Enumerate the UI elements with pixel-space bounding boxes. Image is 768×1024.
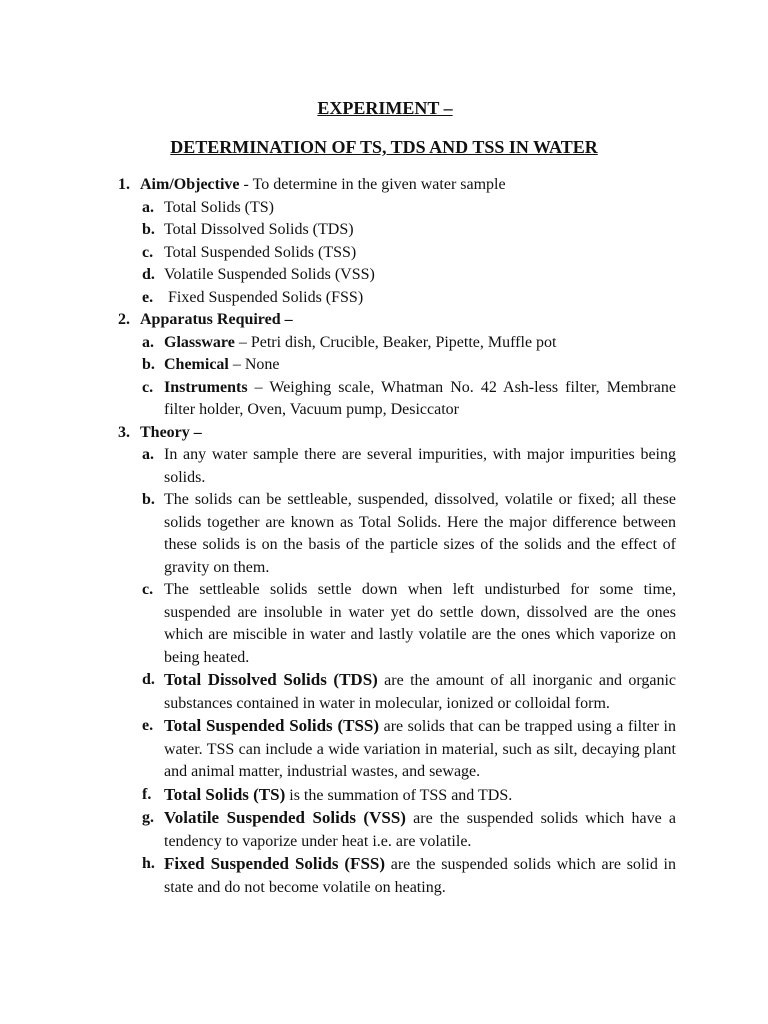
experiment-heading: EXPERIMENT – bbox=[317, 98, 453, 118]
aim-list bbox=[118, 197, 676, 310]
section-number: 3. bbox=[118, 423, 130, 441]
item-text: are the suspended solids which are solid in state and do not become volatile on heating. bbox=[164, 856, 676, 896]
list-item bbox=[118, 219, 676, 242]
item-term: Fixed Suspended Solids (FSS) bbox=[164, 854, 386, 873]
list-item bbox=[118, 377, 676, 422]
list-item bbox=[118, 807, 676, 853]
item-term: Glassware bbox=[164, 333, 235, 351]
item-text: Fixed Suspended Solids (FSS) bbox=[164, 288, 364, 306]
item-letter: b. bbox=[142, 491, 155, 508]
list-item bbox=[118, 715, 676, 784]
item-letter: g. bbox=[142, 809, 154, 826]
item-text: The solids can be settleable, suspended, dissolved, volatile or fixed; all these solids together are known as Total Solids. Here the major difference between these solids is on the basis of the particle sizes of the solids and the effect of gravity on them. bbox=[164, 491, 676, 576]
item-text: The settleable solids settle down when left undisturbed for some time, suspended are insoluble in water yet do settle down, dissolved are the ones which are miscible in water and lastly volatile are the ones which vaporize on being heated. bbox=[164, 581, 676, 666]
item-letter: a. bbox=[142, 333, 154, 351]
item-letter: e. bbox=[142, 288, 154, 306]
section-heading: Theory – bbox=[140, 423, 202, 441]
theory-list bbox=[118, 444, 676, 899]
section-theory bbox=[118, 422, 676, 445]
item-letter: c. bbox=[142, 581, 154, 598]
list-item bbox=[118, 242, 676, 265]
section-apparatus bbox=[118, 309, 676, 332]
item-letter: d. bbox=[142, 671, 155, 688]
section-aim bbox=[118, 174, 676, 197]
list-item bbox=[118, 444, 676, 489]
item-term: Instruments bbox=[164, 378, 248, 396]
item-text: – None bbox=[228, 356, 280, 373]
list-item bbox=[118, 287, 676, 310]
item-letter: d. bbox=[142, 266, 155, 283]
item-term: Total Suspended Solids (TSS) bbox=[164, 716, 380, 735]
item-text: is the summation of TSS and TDS. bbox=[285, 786, 513, 804]
item-text: – Petri dish, Crucible, Beaker, Pipette, Muffle pot bbox=[234, 333, 557, 351]
item-letter: f. bbox=[142, 785, 152, 803]
experiment-title: DETERMINATION OF TS, TDS AND TSS IN WATER bbox=[170, 137, 598, 157]
item-term: Total Solids (TS) bbox=[164, 784, 286, 804]
item-text: – Weighing scale, Whatman No. 42 Ash-less filter, Membrane filter holder, Oven, Vacuum pump, Desiccator bbox=[164, 378, 676, 418]
item-text: are the amount of all inorganic and organic substances contained in water in molecular, ionized or colloidal form. bbox=[164, 672, 676, 712]
item-term: Total Dissolved Solids (TDS) bbox=[164, 670, 378, 689]
item-text: are the suspended solids which have a tendency to vaporize under heat i.e. are volatile. bbox=[164, 810, 676, 850]
item-text: Total Dissolved Solids (TDS) bbox=[164, 221, 354, 238]
list-item bbox=[118, 669, 676, 715]
item-letter: a. bbox=[142, 198, 154, 216]
item-letter: b. bbox=[142, 221, 155, 238]
item-term: Volatile Suspended Solids (VSS) bbox=[164, 808, 406, 827]
list-item bbox=[118, 197, 676, 220]
item-letter: a. bbox=[142, 446, 154, 463]
item-letter: h. bbox=[142, 855, 155, 872]
section-heading: Apparatus Required – bbox=[140, 311, 293, 328]
section-number: 2. bbox=[118, 311, 130, 328]
document-body bbox=[118, 174, 676, 899]
list-item bbox=[118, 264, 676, 287]
item-text: In any water sample there are several impurities, with major impurities being solids. bbox=[164, 446, 676, 486]
apparatus-list bbox=[118, 332, 676, 422]
item-text: Total Suspended Solids (TSS) bbox=[164, 243, 357, 261]
list-item bbox=[118, 354, 676, 377]
section-heading: Aim/Objective bbox=[140, 176, 240, 193]
section-number: 1. bbox=[118, 176, 130, 193]
item-text: Volatile Suspended Solids (VSS) bbox=[164, 266, 375, 283]
item-text: are solids that can be trapped using a filter in water. TSS can include a wide variation in material, such as silt, decaying plant and animal matter, industrial wastes, and sewage. bbox=[164, 718, 677, 780]
section-text: - To determine in the given water sample bbox=[239, 176, 506, 193]
item-letter: c. bbox=[142, 243, 154, 261]
list-item bbox=[118, 784, 676, 808]
list-item bbox=[118, 853, 676, 899]
item-letter: b. bbox=[142, 356, 155, 373]
list-item bbox=[118, 332, 676, 355]
item-text: Total Solids (TS) bbox=[164, 198, 274, 216]
item-letter: e. bbox=[142, 717, 154, 734]
item-term: Chemical bbox=[164, 356, 229, 373]
list-item bbox=[118, 489, 676, 579]
list-item bbox=[118, 579, 676, 669]
item-letter: c. bbox=[142, 378, 154, 396]
